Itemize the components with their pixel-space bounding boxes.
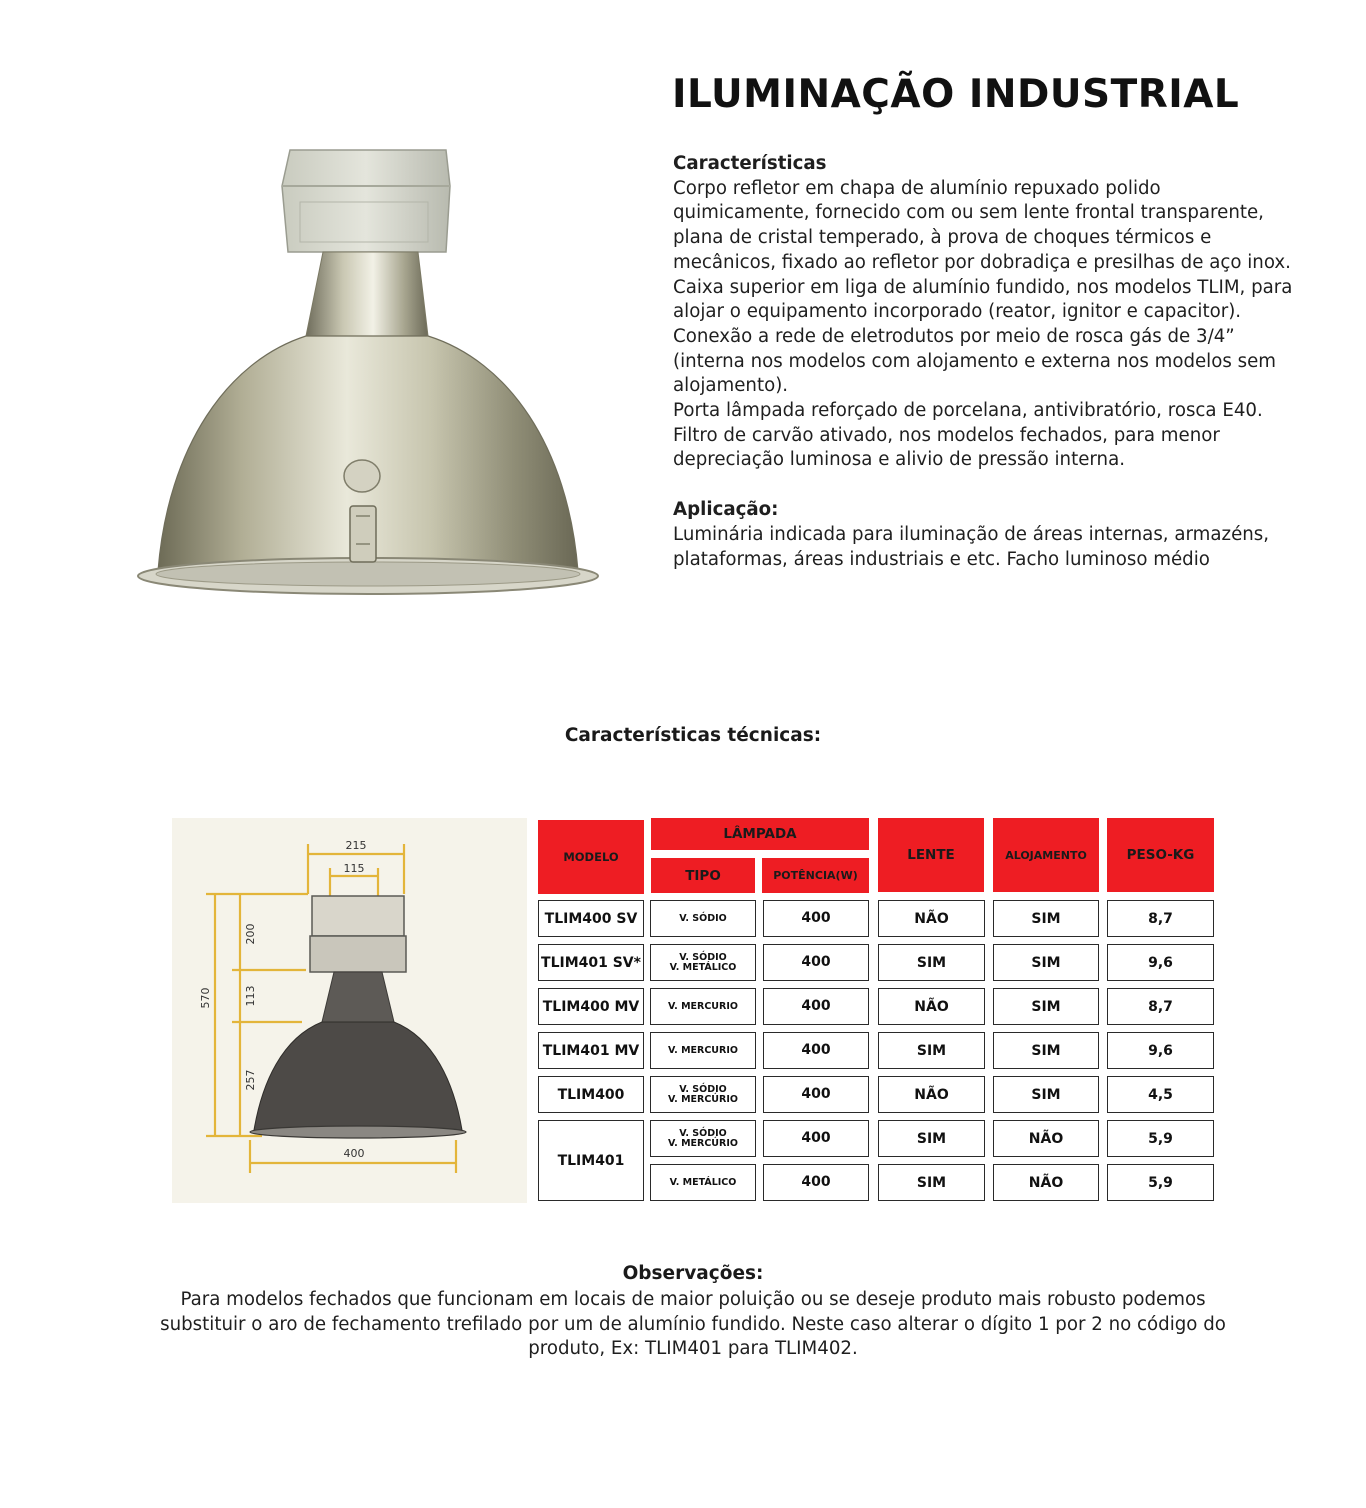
tipo-line: V. METÁLICO	[669, 1176, 737, 1188]
cell-modelo: TLIM401 SV*	[538, 944, 644, 981]
cell-potencia: 400	[763, 1032, 869, 1069]
reflector-neck	[306, 252, 428, 336]
cell-peso: 4,5	[1107, 1076, 1214, 1113]
tipo-line: V. SÓDIO	[679, 951, 727, 963]
tipo-line: V. MERCÚRIO	[668, 1093, 738, 1105]
caracteristicas-paragraph: Caixa superior em liga de alumínio fundido, nos modelos TLIM, para alojar o equipamento incorporado (reator, ignitor e capacitor).	[673, 276, 1293, 323]
aplicacao-text: Luminária indicada para iluminação de áreas internas, armazéns, plataformas, áreas industriais e etc. Facho luminoso médio	[673, 523, 1270, 570]
cell-modelo: TLIM401	[538, 1120, 644, 1201]
tech-specs-heading: Características técnicas:	[564, 725, 822, 746]
cell-tipo	[650, 1164, 756, 1201]
aplicacao-heading: Aplicação:	[673, 499, 779, 521]
description-block	[673, 152, 1293, 572]
cell-lente: SIM	[878, 1032, 985, 1069]
cell-lente: SIM	[878, 1120, 985, 1157]
dim-bell-height: 257	[244, 1069, 257, 1091]
cell-potencia: 400	[763, 1164, 869, 1201]
cell-tipo	[650, 1120, 756, 1157]
tipo-line: V. METÁLICO	[669, 961, 737, 973]
cell-potencia: 400	[763, 988, 869, 1025]
header-lampada: LÂMPADA	[651, 818, 869, 850]
caracteristicas-paragraph: Corpo refletor em chapa de alumínio repuxado polido quimicamente, fornecido com ou sem lente frontal transparente, plana de cristal temperado, à prova de choques térmicos e mecânicos, fixado ao refletor por dobradiça e presilhas de aço inox.	[673, 177, 1291, 273]
tipo-line: V. SÓDIO	[679, 1083, 727, 1095]
dim-neck-height: 113	[244, 985, 257, 1007]
tipo-line: V. MERCURIO	[668, 1044, 738, 1056]
cell-tipo	[650, 1032, 756, 1069]
cell-lente: SIM	[878, 1164, 985, 1201]
cell-modelo: TLIM400 SV	[538, 900, 644, 937]
cell-alojamento: NÃO	[993, 1164, 1099, 1201]
cell-potencia: 400	[763, 944, 869, 981]
latch-clip	[350, 506, 376, 562]
cell-peso: 9,6	[1107, 944, 1214, 981]
header-tipo: TIPO	[651, 858, 755, 893]
caracteristicas-paragraph: Filtro de carvão ativado, nos modelos fechados, para menor depreciação luminosa e alivio de pressão interna.	[673, 424, 1220, 471]
caracteristicas-heading: Características	[673, 153, 827, 174]
cell-alojamento: SIM	[993, 900, 1099, 937]
housing-box	[282, 150, 450, 252]
cell-lente: SIM	[878, 944, 985, 981]
tipo-line: V. MERCURIO	[668, 1000, 738, 1012]
cell-potencia: 400	[763, 1120, 869, 1157]
dim-box-width: 115	[343, 862, 365, 875]
cell-peso: 9,6	[1107, 1032, 1214, 1069]
caracteristicas-paragraph: Conexão a rede de eletrodutos por meio de rosca gás de 3/4” (interna nos modelos com alojamento e externa nos modelos sem alojamento).	[673, 325, 1277, 397]
cell-tipo	[650, 944, 756, 981]
cell-lente: NÃO	[878, 988, 985, 1025]
cell-modelo: TLIM400 MV	[538, 988, 644, 1025]
observacoes-text: Para modelos fechados que funcionam em locais de maior poluição ou se deseje produto mais robusto podemos substituir o aro de fechamento trefilado por um de alumínio fundido. Neste caso alterar o dígito 1 por 2 no código do produto, Ex: TLIM401 para TLIM402.	[160, 1289, 1226, 1360]
cell-potencia: 400	[763, 900, 869, 937]
header-lente: LENTE	[878, 818, 984, 892]
lamp-product-image	[128, 146, 608, 608]
cell-alojamento: SIM	[993, 988, 1099, 1025]
page-title: ILUMINAÇÃO INDUSTRIAL	[672, 72, 1240, 117]
header-modelo: MODELO	[538, 820, 644, 894]
dimension-drawing	[172, 818, 527, 1203]
cell-alojamento: SIM	[993, 1076, 1099, 1113]
cell-peso: 5,9	[1107, 1164, 1214, 1201]
dim-box-height: 200	[244, 923, 257, 945]
cell-tipo	[650, 900, 756, 937]
dim-total-height: 570	[199, 987, 212, 1009]
cell-alojamento: NÃO	[993, 1120, 1099, 1157]
dim-base-width: 400	[343, 1147, 365, 1160]
cell-lente: NÃO	[878, 900, 985, 937]
cell-modelo: TLIM400	[538, 1076, 644, 1113]
tipo-line: V. SÓDIO	[679, 912, 727, 924]
caracteristicas-paragraph: Porta lâmpada reforçado de porcelana, antivibratório, rosca E40.	[673, 400, 1263, 422]
cell-alojamento: SIM	[993, 944, 1099, 981]
cell-potencia: 400	[763, 1076, 869, 1113]
cell-lente: NÃO	[878, 1076, 985, 1113]
header-potencia: POTÊNCIA(W)	[762, 858, 869, 893]
cell-tipo	[650, 988, 756, 1025]
cell-modelo: TLIM401 MV	[538, 1032, 644, 1069]
cell-tipo	[650, 1076, 756, 1113]
cell-alojamento: SIM	[993, 1032, 1099, 1069]
header-peso: PESO-KG	[1107, 818, 1214, 892]
header-alojamento: ALOJAMENTO	[993, 818, 1099, 892]
cell-peso: 8,7	[1107, 988, 1214, 1025]
cell-peso: 5,9	[1107, 1120, 1214, 1157]
cell-peso: 8,7	[1107, 900, 1214, 937]
dim-top-width: 215	[345, 839, 367, 852]
tipo-line: V. SÓDIO	[679, 1127, 727, 1139]
observacoes-heading: Observações:	[622, 1263, 764, 1284]
cable-gland	[344, 460, 380, 492]
tipo-line: V. MERCÚRIO	[668, 1137, 738, 1149]
